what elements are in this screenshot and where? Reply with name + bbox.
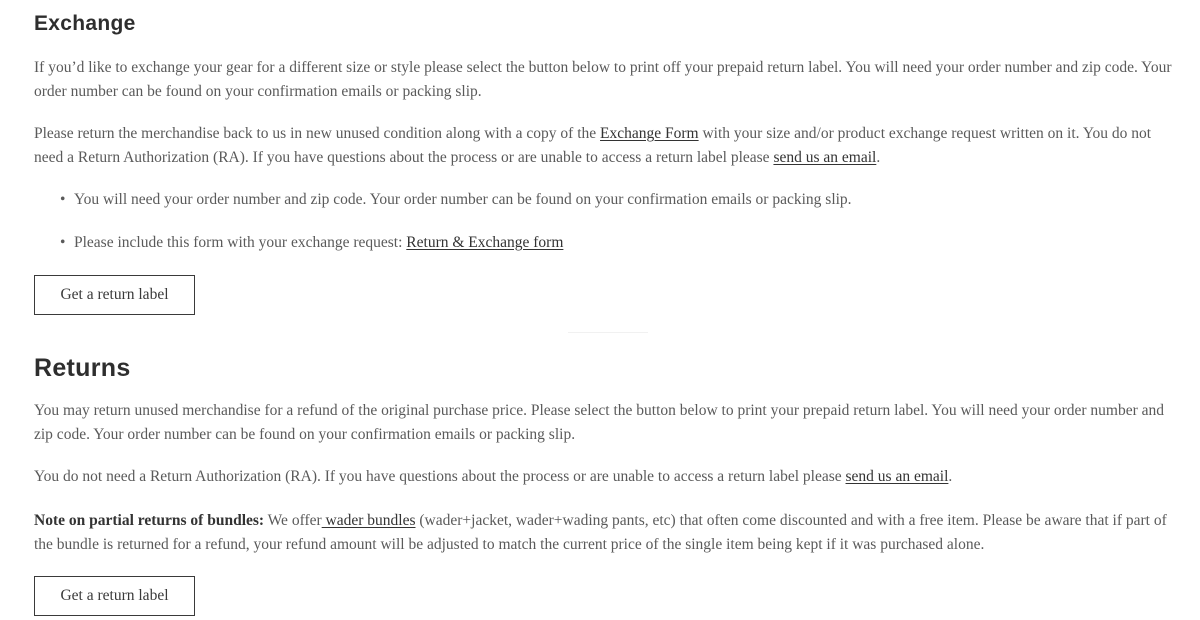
bullet-glyph: • (60, 191, 66, 208)
exchange-email-link[interactable]: send us an email (773, 149, 877, 166)
returns-intro-paragraph: You may return unused merchandise for a refund of the original purchase price. Please select the button below to print your prepaid return label. You will need your order number and zip code. Your order number can be found on your confirmation emails or packing slip. (34, 402, 1165, 443)
list-item (60, 188, 852, 212)
list-item (60, 231, 563, 255)
bundle-note-label: Note on partial returns of bundles: (34, 512, 265, 529)
returns-ra-text: You do not need a Return Authorization (RA). If you have questions about the process or are unable to access a return label please (34, 468, 846, 485)
returns-email-link[interactable]: send us an email (845, 468, 949, 485)
exchange-get-return-label-button[interactable]: Get a return label (34, 275, 195, 315)
exchange-instructions-text: Please return the merchandise back to us in new unused condition along with a copy of the (34, 125, 601, 142)
return-exchange-form-link[interactable]: Return & Exchange form (406, 234, 564, 251)
returns-get-return-label-button[interactable]: Get a return label (34, 576, 195, 616)
bundle-note-paragraph (34, 509, 1184, 557)
returns-heading: Returns (34, 354, 131, 382)
section-divider (568, 332, 648, 333)
bullet-glyph: • (60, 234, 66, 251)
exchange-form-link[interactable]: Exchange Form (600, 125, 699, 142)
returns-ra-paragraph: You do not need a Return Authorization (RA). If you have questions about the process or are unable to access a return label please send us an email. (34, 468, 953, 485)
exchange-instructions-text-2: with your size and/or product exchange request written on it. You do not need a Return Authorization (RA). If you have questions about the process or are unable to access a return label please (34, 125, 1152, 166)
bullet-text: You will need your order number and zip code. Your order number can be found on your confirmation emails or packing slip. (74, 191, 852, 208)
exchange-intro-paragraph: If you’d like to exchange your gear for a different size or style please select the button below to print off your prepaid return label. You will need your order number and zip code. Your order number can be found on your confirmation emails or packing slip. (34, 59, 1172, 100)
exchange-instructions-paragraph: Please return the merchandise back to us in new unused condition along with a copy of the Exchange Form with your size and/or product exchange request written on it. You do not need a Return Authorization (RA). If you have questions about the process or are unable to access a return label please send us an email. (34, 125, 1152, 166)
wader-bundles-link[interactable]: wader bundles (321, 512, 416, 529)
exchange-heading: Exchange (34, 12, 136, 35)
bullet-text: Please include this form with your exchange request: (74, 234, 407, 251)
bundle-note-text: We offer (264, 512, 322, 529)
bundle-note-text-2: (wader+jacket, wader+wading pants, etc) that often come discounted and with a free item. Please be aware that if part of the bundle is returned for a refund, your refund amount will be adjusted to match the current price of the single item being kept if it was purchased alone. (34, 512, 1167, 553)
